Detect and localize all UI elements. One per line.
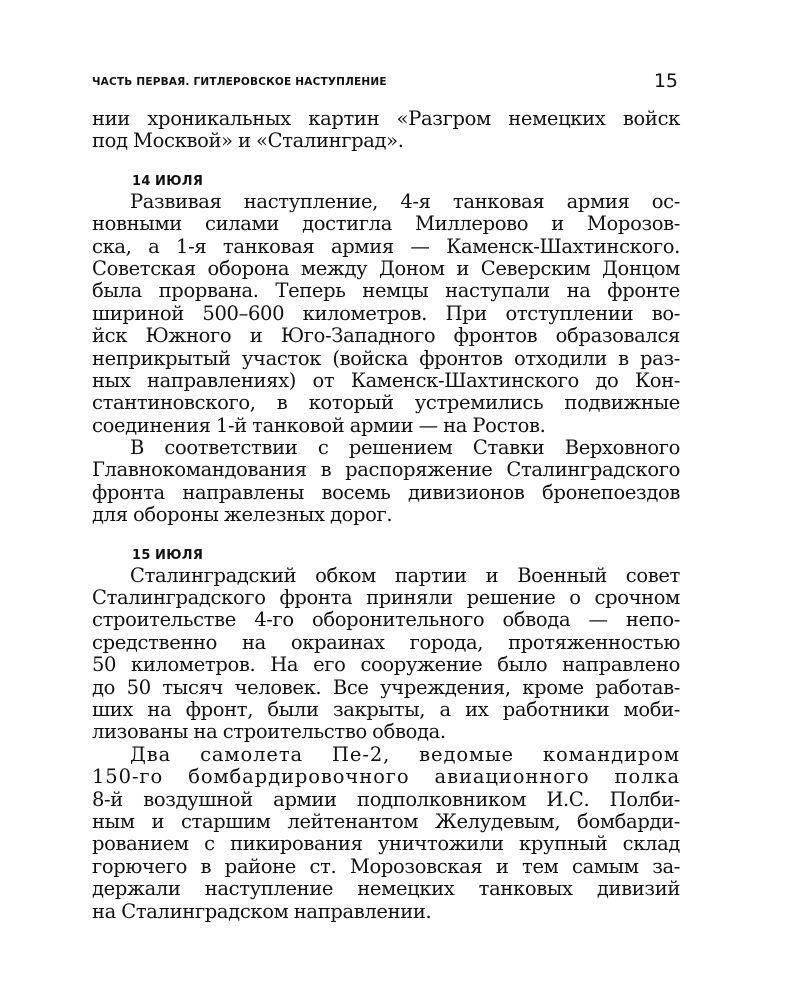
text-line: на Сталинградском направлении. (92, 899, 432, 923)
text-line: 150-го бомбардировочного авиационного полка (92, 765, 680, 789)
text-line: под Москвой» и «Сталинград». (92, 129, 404, 153)
text-line: Два самолета Пе-2, ведомые командиром (130, 742, 680, 766)
section-july-15 (92, 543, 680, 923)
text-line: стантиновского, в который устремились подвижные (92, 391, 680, 415)
paragraph (92, 437, 680, 527)
text-line: строительстве 4-го оборонительного обвода — непо- (92, 608, 680, 632)
text-line: фронта направлены восемь дивизионов бронепоездов (92, 480, 680, 504)
text-line: до 50 тысяч человек. Все учреждения, кроме работав- (92, 675, 680, 699)
text-line: для обороны железных дорог. (92, 503, 393, 527)
text-line: В соответствии с решением Ставки Верховного (130, 436, 680, 460)
text-line: Советская оборона между Доном и Северским Донцом (92, 256, 680, 280)
intro-paragraph (92, 108, 680, 153)
paragraph (92, 191, 680, 437)
text-line: ных направлениях) от Каменск-Шахтинского до Кон- (92, 368, 680, 392)
page-number: 15 (653, 70, 678, 92)
section-july-14 (92, 169, 680, 527)
body-text (92, 108, 680, 923)
text-line: Развивая наступление, 4-я танковая армия ос- (130, 189, 680, 213)
text-line: держали наступление немецких танковых дивизий (92, 877, 680, 901)
date-heading: 14 ИЮЛЯ (132, 173, 204, 189)
text-line: ным и старшим лейтенантом Желудевым, бомбарди- (92, 809, 680, 833)
chapter-title: ЧАСТЬ ПЕРВАЯ. ГИТЛЕРОВСКОЕ НАСТУПЛЕНИЕ (92, 76, 387, 88)
text-line: шириной 500–600 километров. При отступлении во- (92, 301, 680, 325)
paragraph (92, 744, 680, 923)
paragraph (92, 565, 680, 744)
text-line: лизованы на строительство обвода. (92, 720, 446, 744)
text-line: средственно на окраинах города, протяженностью (92, 630, 680, 654)
text-line: Сталинградский обком партии и Военный совет (130, 563, 680, 587)
text-line: неприкрытый участок (войска фронтов отходили в раз- (92, 346, 680, 370)
text-line: рованием с пикирования уничтожили крупный склад (92, 832, 680, 856)
text-line: нии хроникальных картин «Разгром немецких войск (92, 107, 680, 130)
text-line: йск Южного и Юго-Западного фронтов образовался (92, 324, 680, 348)
text-line: 8-й воздушной армии подполковником И.С. Полби- (92, 787, 680, 811)
text-line: 50 километров. На его сооружение было направлено (92, 653, 680, 677)
text-line: Сталинградского фронта приняли решение о срочном (92, 586, 680, 610)
text-line: была прорвана. Теперь немцы наступали на фронте (92, 279, 680, 303)
text-line: Главнокомандования в распоряжение Сталинградского (92, 458, 680, 482)
running-header (92, 72, 680, 94)
date-heading: 15 ИЮЛЯ (132, 547, 204, 563)
text-line: горючего в районе ст. Морозовская и тем самым за- (92, 854, 680, 878)
text-line: ших на фронт, были закрыты, а их работники моби- (92, 697, 680, 721)
text-line: соединения 1-й танковой армии — на Ростов. (92, 413, 546, 437)
text-line: новными силами достигла Миллерово и Морозов- (92, 212, 680, 236)
text-line: ска, а 1-я танковая армия — Каменск-Шахтинского. (92, 234, 680, 258)
